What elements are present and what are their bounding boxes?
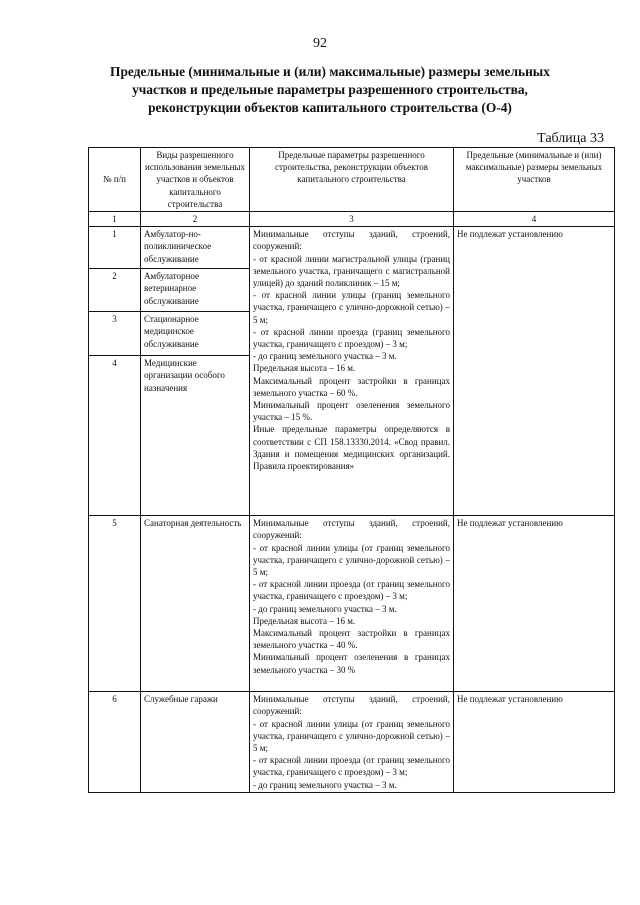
use-type: Служебные гаражи	[141, 692, 250, 793]
param-line: - до границ земельного участка – 3 м.	[253, 603, 397, 614]
header-sizes: Предельные (минимальные и (или) максимальные) размеры земельных участков	[454, 148, 615, 212]
column-index-row	[89, 212, 615, 227]
row-number: 4	[89, 356, 141, 516]
header-params: Предельные параметры разрешенного строительства, реконструкции объектов капитального строительства	[250, 148, 454, 212]
param-line: Максимальный процент застройки в границах земельного участка – 60 %.	[253, 375, 450, 398]
param-line: - от красной линии улицы (границ земельного участка, граничащего с улично-дорожной сетью) – 5 м;	[253, 290, 450, 325]
row-number: 1	[89, 227, 141, 269]
row-number: 6	[89, 692, 141, 793]
param-line: - от красной линии улицы (от границ земельного участка, граничащего с улично-дорожной сетью) – 5 м;	[253, 542, 450, 578]
size-cell-group-3: Не подлежат установлению	[454, 692, 615, 793]
table-caption: Таблица 33	[537, 131, 604, 146]
param-line: Предельная высота – 16 м.	[253, 615, 356, 626]
param-line: - от красной линии проезда (от границ земельного участка, граничащего с проездом) – 3 м;	[253, 755, 450, 778]
column-index: 1	[89, 212, 141, 227]
title-line-2: участков и предельные параметры разрешенного строительства,	[132, 82, 528, 97]
table-row	[89, 227, 615, 269]
param-line: - от красной линии проезда (границ земельного участка, граничащего с проездом) – 3 м;	[253, 326, 450, 350]
size-cell-group-1: Не подлежат установлению	[454, 227, 615, 516]
header-num: № п/п	[89, 148, 141, 212]
param-line: Минимальные отступы зданий, строений, сооружений:	[253, 694, 450, 717]
params-cell-group-2	[250, 516, 454, 692]
param-line: - от красной линии улицы (от границ земельного участка, граничащего с улично-дорожной сетью) – 5 м;	[253, 718, 450, 754]
param-line: - от красной линии проезда (от границ земельного участка, граничащего с проездом) – 3 м;	[253, 579, 450, 602]
header-type: Виды разрешенного использования земельных участков и объектов капитального строительства	[141, 148, 250, 212]
params-cell-group-3	[250, 692, 454, 793]
use-type: Медицинские организации особого назначения	[141, 356, 250, 516]
size-cell-group-2: Не подлежат установлению	[454, 516, 615, 692]
param-line: - до границ земельного участка – 3 м.	[253, 351, 397, 362]
param-line: - до границ земельного участка – 3 м.	[253, 779, 397, 790]
document-title	[80, 63, 580, 117]
column-index: 3	[250, 212, 454, 227]
row-number: 5	[89, 516, 141, 692]
param-line: Минимальные отступы зданий, строений, сооружений:	[253, 518, 450, 541]
param-line: Минимальный процент озеленения в границах земельного участка – 30 %	[253, 652, 450, 675]
params-cell-group-1	[250, 227, 454, 516]
param-line: Минимальные отступы зданий, строений, сооружений:	[253, 229, 450, 252]
use-type: Стационарное медицинское обслуживание	[141, 312, 250, 356]
param-line: Максимальный процент застройки в границах земельного участка – 40 %.	[253, 628, 450, 651]
table-row	[89, 516, 615, 692]
param-line: Предельная высота – 16 м.	[253, 363, 356, 374]
column-index: 2	[141, 212, 250, 227]
use-type: Санаторная деятельность	[141, 516, 250, 692]
table-header-row	[89, 148, 615, 212]
param-line: Иные предельные параметры определяются в соответствии с СП 158.13330.2014. «Свод правил. Здания и помещения медицинских организаций. Правила проектирования»	[253, 424, 450, 472]
column-index: 4	[454, 212, 615, 227]
parameters-table	[88, 147, 615, 793]
row-number: 2	[89, 269, 141, 312]
param-line: - от красной линии магистральной улицы (границ земельного участка, граничащего с магистральной улицей) до зданий поликлиник – 15 м;	[253, 253, 450, 289]
table-row	[89, 692, 615, 793]
use-type: Амбулатор-но-поликлиническое обслуживание	[141, 227, 250, 269]
page-number: 92	[313, 36, 327, 51]
row-number: 3	[89, 312, 141, 356]
title-line-1: Предельные (минимальные и (или) максимальные) размеры земельных	[110, 64, 550, 79]
param-line: Минимальный процент озеленения земельного участка – 15 %.	[253, 400, 450, 423]
use-type: Амбулаторное ветеринарное обслуживание	[141, 269, 250, 312]
title-line-3: реконструкции объектов капитального строительства (О-4)	[148, 100, 512, 115]
